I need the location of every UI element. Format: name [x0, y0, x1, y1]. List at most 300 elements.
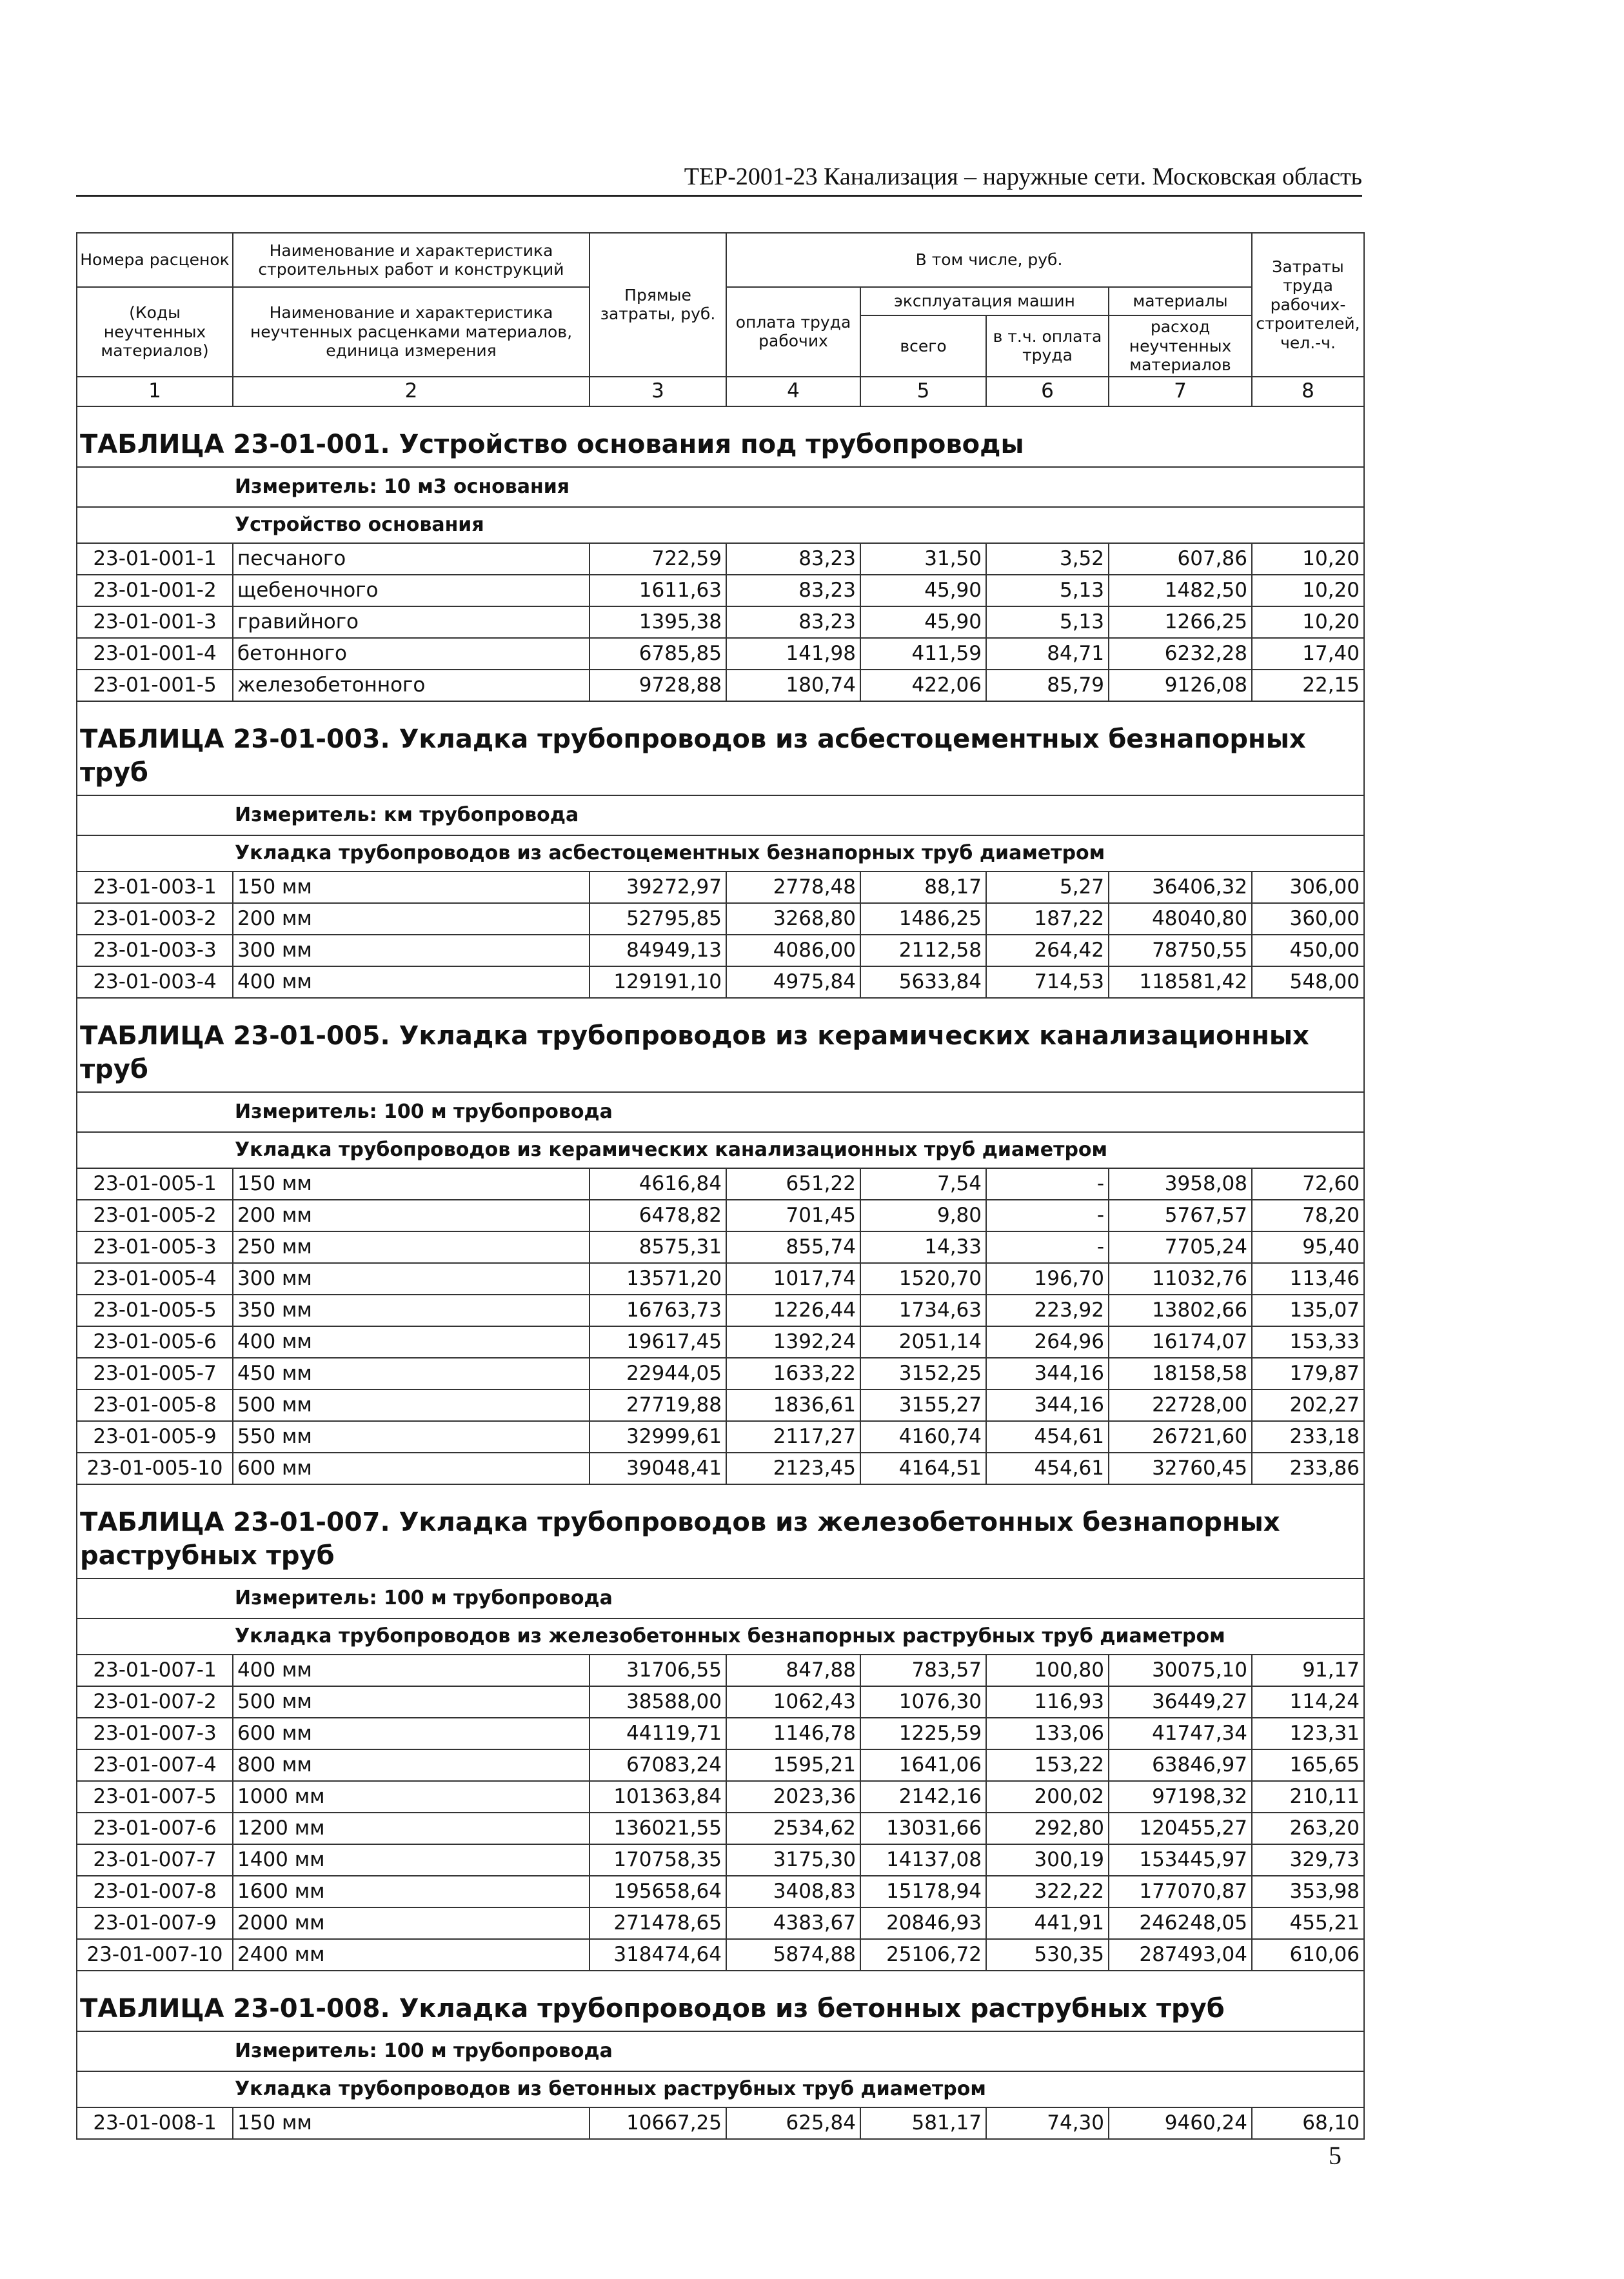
table-cell: 23-01-003-4 [77, 966, 233, 998]
table-cell: 1225,59 [860, 1718, 986, 1749]
table-cell: 202,27 [1252, 1389, 1364, 1421]
table-row [77, 1326, 1364, 1358]
table-cell: 31706,55 [589, 1655, 726, 1686]
table-cell: 23-01-001-2 [77, 575, 233, 606]
header-col-material-name: Наименование и характеристика неучтенных расценками материалов, единица измерения [233, 287, 589, 377]
table-cell: 22,15 [1252, 670, 1364, 701]
table-cell: 23-01-005-4 [77, 1263, 233, 1295]
table-cell: 3175,30 [726, 1844, 860, 1876]
table-cell: 322,22 [986, 1876, 1109, 1907]
table-cell: 23-01-007-8 [77, 1876, 233, 1907]
table-row [77, 575, 1364, 606]
table-cell: 400 мм [233, 1655, 589, 1686]
table-measure: Измеритель: 100 м трубопровода [77, 1092, 1364, 1132]
column-number-cell: 1 [77, 377, 233, 406]
column-number-cell: 6 [986, 377, 1109, 406]
table-cell: 23-01-007-4 [77, 1749, 233, 1781]
table-cell: 5633,84 [860, 966, 986, 998]
table-cell: 2778,48 [726, 871, 860, 903]
table-cell: 722,59 [589, 543, 726, 575]
table-subheading: Укладка трубопроводов из керамических канализационных труб диаметром [77, 1132, 1364, 1168]
table-cell: 847,88 [726, 1655, 860, 1686]
table-cell: 6785,85 [589, 638, 726, 670]
table-cell: 1836,61 [726, 1389, 860, 1421]
table-subheading: Укладка трубопроводов из асбестоцементных безнапорных труб диаметром [77, 835, 1364, 871]
table-cell: 264,42 [986, 935, 1109, 966]
table-cell: 135,07 [1252, 1295, 1364, 1326]
header-column-numbers [77, 377, 1364, 406]
table-cell: 1641,06 [860, 1749, 986, 1781]
table-cell: 23-01-007-5 [77, 1781, 233, 1813]
table-cell: 271478,65 [589, 1907, 726, 1939]
table-subheading: Укладка трубопроводов из железобетонных безнапорных раструбных труб диаметром [77, 1618, 1364, 1655]
table-cell: 6478,82 [589, 1200, 726, 1231]
table-row [77, 903, 1364, 935]
header-col-work-name: Наименование и характеристика строительных работ и конструкций [233, 233, 589, 287]
table-row [77, 1781, 1364, 1813]
table-cell: 1595,21 [726, 1749, 860, 1781]
table-cell: 7,54 [860, 1168, 986, 1200]
table-cell: 23-01-007-10 [77, 1939, 233, 1971]
table-cell: 118581,42 [1109, 966, 1252, 998]
table-cell: 318474,64 [589, 1939, 726, 1971]
table-cell: 1482,50 [1109, 575, 1252, 606]
table-cell: 15178,94 [860, 1876, 986, 1907]
table-cell: 100,80 [986, 1655, 1109, 1686]
table-cell: 195658,64 [589, 1876, 726, 1907]
header-group-machines: эксплуатация машин [860, 287, 1109, 315]
table-cell: 250 мм [233, 1231, 589, 1263]
table-cell: 353,98 [1252, 1876, 1364, 1907]
table-cell: 855,74 [726, 1231, 860, 1263]
table-cell: 4164,51 [860, 1453, 986, 1484]
table-cell: песчаного [233, 543, 589, 575]
table-cell: 23-01-005-5 [77, 1295, 233, 1326]
table-measure: Измеритель: 10 м3 основания [77, 467, 1364, 507]
table-cell: 97198,32 [1109, 1781, 1252, 1813]
table-row [77, 638, 1364, 670]
table-cell: 23-01-001-3 [77, 606, 233, 638]
table-cell: 78750,55 [1109, 935, 1252, 966]
table-cell: 360,00 [1252, 903, 1364, 935]
header-group-materials: материалы [1109, 287, 1252, 315]
table-measure: Измеритель: 100 м трубопровода [77, 2031, 1364, 2071]
table-cell: 5874,88 [726, 1939, 860, 1971]
table-row [77, 1231, 1364, 1263]
table-cell: 85,79 [986, 670, 1109, 701]
table-cell: 23-01-005-2 [77, 1200, 233, 1231]
table-cell: 714,53 [986, 966, 1109, 998]
table-cell: - [986, 1231, 1109, 1263]
table-cell: 2534,62 [726, 1813, 860, 1844]
column-number-cell: 7 [1109, 377, 1252, 406]
table-cell: 455,21 [1252, 1907, 1364, 1939]
table-cell: 651,22 [726, 1168, 860, 1200]
table-cell: 600 мм [233, 1453, 589, 1484]
table-cell: 200 мм [233, 903, 589, 935]
table-cell: 95,40 [1252, 1231, 1364, 1263]
table-cell: 32760,45 [1109, 1453, 1252, 1484]
table-cell: 2000 мм [233, 1907, 589, 1939]
table-cell: 292,80 [986, 1813, 1109, 1844]
table-cell: 500 мм [233, 1389, 589, 1421]
table-cell: 38588,00 [589, 1686, 726, 1718]
table-cell: 5,27 [986, 871, 1109, 903]
table-cell: 344,16 [986, 1389, 1109, 1421]
table-cell: 607,86 [1109, 543, 1252, 575]
table-cell: 1611,63 [589, 575, 726, 606]
table-row [77, 966, 1364, 998]
table-cell: 10667,25 [589, 2107, 726, 2139]
table-row [77, 1686, 1364, 1718]
table-cell: 153,22 [986, 1749, 1109, 1781]
table-row [77, 1813, 1364, 1844]
table-cell: 1000 мм [233, 1781, 589, 1813]
table-cell: 10,20 [1252, 575, 1364, 606]
table-cell: 30075,10 [1109, 1655, 1252, 1686]
table-row [77, 1358, 1364, 1389]
table-cell: 22944,05 [589, 1358, 726, 1389]
column-number-cell: 5 [860, 377, 986, 406]
table-row [77, 2107, 1364, 2139]
table-cell: 91,17 [1252, 1655, 1364, 1686]
table-cell: 26721,60 [1109, 1421, 1252, 1453]
table-measure: Измеритель: 100 м трубопровода [77, 1578, 1364, 1618]
page-number: 5 [1329, 2141, 1342, 2170]
table-cell: 23-01-001-4 [77, 638, 233, 670]
table-cell: 23-01-008-1 [77, 2107, 233, 2139]
table-cell: 9126,08 [1109, 670, 1252, 701]
table-cell: 25106,72 [860, 1939, 986, 1971]
table-cell: 45,90 [860, 606, 986, 638]
table-cell: 14137,08 [860, 1844, 986, 1876]
table-row [77, 1389, 1364, 1421]
table-cell: 2112,58 [860, 935, 986, 966]
table-cell: 1266,25 [1109, 606, 1252, 638]
table-cell: 1734,63 [860, 1295, 986, 1326]
table-cell: 180,74 [726, 670, 860, 701]
table-row [77, 871, 1364, 903]
table-cell: 153445,97 [1109, 1844, 1252, 1876]
table-cell: 4086,00 [726, 935, 860, 966]
table-cell: 52795,85 [589, 903, 726, 935]
table-cell: 8575,31 [589, 1231, 726, 1263]
table-row [77, 1200, 1364, 1231]
table-cell: 581,17 [860, 2107, 986, 2139]
table-cell: 1633,22 [726, 1358, 860, 1389]
table-cell: 23-01-003-1 [77, 871, 233, 903]
table-cell: 300,19 [986, 1844, 1109, 1876]
table-cell: 2023,36 [726, 1781, 860, 1813]
table-cell: 22728,00 [1109, 1389, 1252, 1421]
table-cell: 13802,66 [1109, 1295, 1252, 1326]
table-cell: 264,96 [986, 1326, 1109, 1358]
table-cell: 2123,45 [726, 1453, 860, 1484]
table-cell: 200,02 [986, 1781, 1109, 1813]
table-cell: 84,71 [986, 638, 1109, 670]
table-title: ТАБЛИЦА 23-01-005. Укладка трубопроводов из керамических канализационных труб [77, 998, 1364, 1092]
header-col-wages: оплата труда рабочих [726, 287, 860, 377]
table-cell: 23-01-001-1 [77, 543, 233, 575]
table-cell: 27719,88 [589, 1389, 726, 1421]
table-cell: 13571,20 [589, 1263, 726, 1295]
table-cell: 88,17 [860, 871, 986, 903]
table-cell: 17,40 [1252, 638, 1364, 670]
table-row [77, 1655, 1364, 1686]
table-cell: 23-01-003-3 [77, 935, 233, 966]
table-cell: 548,00 [1252, 966, 1364, 998]
table-cell: 441,91 [986, 1907, 1109, 1939]
table-cell: 1146,78 [726, 1718, 860, 1749]
table-cell: 23-01-005-10 [77, 1453, 233, 1484]
table-cell: 150 мм [233, 871, 589, 903]
table-cell: 39272,97 [589, 871, 726, 903]
table-row [77, 1749, 1364, 1781]
table-cell: 1392,24 [726, 1326, 860, 1358]
table-cell: 7705,24 [1109, 1231, 1252, 1263]
table-cell: 1600 мм [233, 1876, 589, 1907]
table-cell: 223,92 [986, 1295, 1109, 1326]
table-cell: 783,57 [860, 1655, 986, 1686]
table-cell: 3268,80 [726, 903, 860, 935]
table-cell: 210,11 [1252, 1781, 1364, 1813]
table-row [77, 1168, 1364, 1200]
table-cell: 625,84 [726, 2107, 860, 2139]
table-cell: 31,50 [860, 543, 986, 575]
table-cell: 550 мм [233, 1421, 589, 1453]
table-measure: Измеритель: км трубопровода [77, 795, 1364, 835]
column-number-cell: 4 [726, 377, 860, 406]
table-title: ТАБЛИЦА 23-01-007. Укладка трубопроводов из железобетонных безнапорных раструбных труб [77, 1484, 1364, 1578]
table-cell: 800 мм [233, 1749, 589, 1781]
table-cell: 153,33 [1252, 1326, 1364, 1358]
table-row [77, 1844, 1364, 1876]
table-cell: 23-01-007-3 [77, 1718, 233, 1749]
table-cell: 45,90 [860, 575, 986, 606]
page-header [76, 161, 1362, 197]
table-row [77, 1263, 1364, 1295]
table-cell: 287493,04 [1109, 1939, 1252, 1971]
table-subheading: Укладка трубопроводов из бетонных раструбных труб диаметром [77, 2071, 1364, 2107]
table-cell: 4160,74 [860, 1421, 986, 1453]
table-cell: 150 мм [233, 2107, 589, 2139]
table-cell: 9460,24 [1109, 2107, 1252, 2139]
table-cell: 1200 мм [233, 1813, 589, 1844]
table-cell: 120455,27 [1109, 1813, 1252, 1844]
table-cell: 411,59 [860, 638, 986, 670]
table-cell: 101363,84 [589, 1781, 726, 1813]
table-cell: 44119,71 [589, 1718, 726, 1749]
table-cell: 3155,27 [860, 1389, 986, 1421]
table-cell: 63846,97 [1109, 1749, 1252, 1781]
table-cell: 530,35 [986, 1939, 1109, 1971]
table-cell: 233,86 [1252, 1453, 1364, 1484]
table-cell: 2400 мм [233, 1939, 589, 1971]
table-row [77, 1421, 1364, 1453]
header-col-labor-hours: Затраты труда рабочих-строителей, чел.-ч. [1252, 233, 1364, 377]
table-cell: 179,87 [1252, 1358, 1364, 1389]
table-cell: 701,45 [726, 1200, 860, 1231]
table-cell: 23-01-007-2 [77, 1686, 233, 1718]
table-cell: 187,22 [986, 903, 1109, 935]
table-cell: 23-01-007-6 [77, 1813, 233, 1844]
table-cell: железобетонного [233, 670, 589, 701]
table-cell: 129191,10 [589, 966, 726, 998]
table-cell: 23-01-007-9 [77, 1907, 233, 1939]
table-cell: - [986, 1200, 1109, 1231]
table-cell: 1062,43 [726, 1686, 860, 1718]
table-cell: 23-01-005-9 [77, 1421, 233, 1453]
table-cell: 13031,66 [860, 1813, 986, 1844]
table-cell: 83,23 [726, 543, 860, 575]
table-row [77, 1718, 1364, 1749]
header-col-rate-number: Номера расценок [77, 233, 233, 287]
rates-table [76, 232, 1365, 2140]
table-cell: 74,30 [986, 2107, 1109, 2139]
header-col-material-codes: (Коды неучтенных материалов) [77, 287, 233, 377]
table-cell: 1395,38 [589, 606, 726, 638]
table-cell: 300 мм [233, 935, 589, 966]
table-cell: 136021,55 [589, 1813, 726, 1844]
table-cell: 72,60 [1252, 1168, 1364, 1200]
page-header-text: ТЕР-2001-23 Канализация – наружные сети. Московская область [684, 163, 1362, 190]
table-row [77, 935, 1364, 966]
table-cell: 5767,57 [1109, 1200, 1252, 1231]
header-col-direct-costs: Прямые затраты, руб. [589, 233, 726, 377]
table-cell: 116,93 [986, 1686, 1109, 1718]
table-cell: 16174,07 [1109, 1326, 1252, 1358]
table-cell: 68,10 [1252, 2107, 1364, 2139]
table-cell: 400 мм [233, 1326, 589, 1358]
table-cell: 9728,88 [589, 670, 726, 701]
table-cell: 500 мм [233, 1686, 589, 1718]
column-number-cell: 2 [233, 377, 589, 406]
table-cell: 1486,25 [860, 903, 986, 935]
table-cell: 344,16 [986, 1358, 1109, 1389]
table-cell: 1520,70 [860, 1263, 986, 1295]
table-cell: 11032,76 [1109, 1263, 1252, 1295]
table-cell: 114,24 [1252, 1686, 1364, 1718]
table-cell: 1226,44 [726, 1295, 860, 1326]
table-cell: 5,13 [986, 575, 1109, 606]
table-cell: 67083,24 [589, 1749, 726, 1781]
table-cell: 4975,84 [726, 966, 860, 998]
table-cell: 263,20 [1252, 1813, 1364, 1844]
table-cell: 450 мм [233, 1358, 589, 1389]
table-cell: 196,70 [986, 1263, 1109, 1295]
table-cell: гравийного [233, 606, 589, 638]
table-row [77, 1295, 1364, 1326]
table-cell: 400 мм [233, 966, 589, 998]
table-cell: 454,61 [986, 1453, 1109, 1484]
table-cell: 84949,13 [589, 935, 726, 966]
table-row [77, 1939, 1364, 1971]
table-cell: 23-01-007-1 [77, 1655, 233, 1686]
table-cell: 23-01-005-6 [77, 1326, 233, 1358]
table-cell: 4616,84 [589, 1168, 726, 1200]
table-cell: 9,80 [860, 1200, 986, 1231]
table-cell: 600 мм [233, 1718, 589, 1749]
column-number-cell: 8 [1252, 377, 1364, 406]
table-cell: 2142,16 [860, 1781, 986, 1813]
table-subheading: Устройство основания [77, 507, 1364, 543]
table-cell: 48040,80 [1109, 903, 1252, 935]
table-cell: 10,20 [1252, 543, 1364, 575]
table-row [77, 1907, 1364, 1939]
table-cell: 454,61 [986, 1421, 1109, 1453]
table-cell: 23-01-005-3 [77, 1231, 233, 1263]
table-cell: 350 мм [233, 1295, 589, 1326]
table-cell: 39048,41 [589, 1453, 726, 1484]
table-cell: 83,23 [726, 606, 860, 638]
column-number-cell: 3 [589, 377, 726, 406]
table-cell: - [986, 1168, 1109, 1200]
table-cell: 23-01-005-8 [77, 1389, 233, 1421]
table-cell: 113,46 [1252, 1263, 1364, 1295]
header-col-machines-total: всего [860, 315, 986, 377]
table-cell: 1076,30 [860, 1686, 986, 1718]
table-cell: 23-01-007-7 [77, 1844, 233, 1876]
table-cell: 14,33 [860, 1231, 986, 1263]
table-row [77, 606, 1364, 638]
table-cell: 36406,32 [1109, 871, 1252, 903]
table-cell: 41747,34 [1109, 1718, 1252, 1749]
table-cell: 1400 мм [233, 1844, 589, 1876]
table-title: ТАБЛИЦА 23-01-001. Устройство основания под трубопроводы [77, 406, 1364, 467]
table-cell: 306,00 [1252, 871, 1364, 903]
table-cell: 329,73 [1252, 1844, 1364, 1876]
table-cell: 2117,27 [726, 1421, 860, 1453]
table-cell: 10,20 [1252, 606, 1364, 638]
table-cell: 3958,08 [1109, 1168, 1252, 1200]
table-cell: 3,52 [986, 543, 1109, 575]
table-row [77, 1453, 1364, 1484]
table-cell: 23-01-003-2 [77, 903, 233, 935]
table-cell: 1017,74 [726, 1263, 860, 1295]
table-cell: 23-01-005-7 [77, 1358, 233, 1389]
table-title: ТАБЛИЦА 23-01-003. Укладка трубопроводов из асбестоцементных безнапорных труб [77, 701, 1364, 795]
table-cell: 78,20 [1252, 1200, 1364, 1231]
table-row [77, 543, 1364, 575]
table-cell: 36449,27 [1109, 1686, 1252, 1718]
table-cell: 83,23 [726, 575, 860, 606]
table-cell: 141,98 [726, 638, 860, 670]
table-cell: 3152,25 [860, 1358, 986, 1389]
table-cell: 610,06 [1252, 1939, 1364, 1971]
table-cell: 422,06 [860, 670, 986, 701]
table-cell: щебеночного [233, 575, 589, 606]
table-cell: 170758,35 [589, 1844, 726, 1876]
table-cell: 200 мм [233, 1200, 589, 1231]
table-cell: 300 мм [233, 1263, 589, 1295]
table-row [77, 670, 1364, 701]
table-cell: 450,00 [1252, 935, 1364, 966]
table-cell: 123,31 [1252, 1718, 1364, 1749]
table-cell: 177070,87 [1109, 1876, 1252, 1907]
table-cell: 165,65 [1252, 1749, 1364, 1781]
table-cell: бетонного [233, 638, 589, 670]
header-col-machines-wages: в т.ч. оплата труда [986, 315, 1109, 377]
table-cell: 233,18 [1252, 1421, 1364, 1453]
table-cell: 150 мм [233, 1168, 589, 1200]
table-cell: 18158,58 [1109, 1358, 1252, 1389]
table-cell: 246248,05 [1109, 1907, 1252, 1939]
table-cell: 32999,61 [589, 1421, 726, 1453]
table-cell: 4383,67 [726, 1907, 860, 1939]
table-cell: 19617,45 [589, 1326, 726, 1358]
table-cell: 20846,93 [860, 1907, 986, 1939]
table-cell: 23-01-005-1 [77, 1168, 233, 1200]
